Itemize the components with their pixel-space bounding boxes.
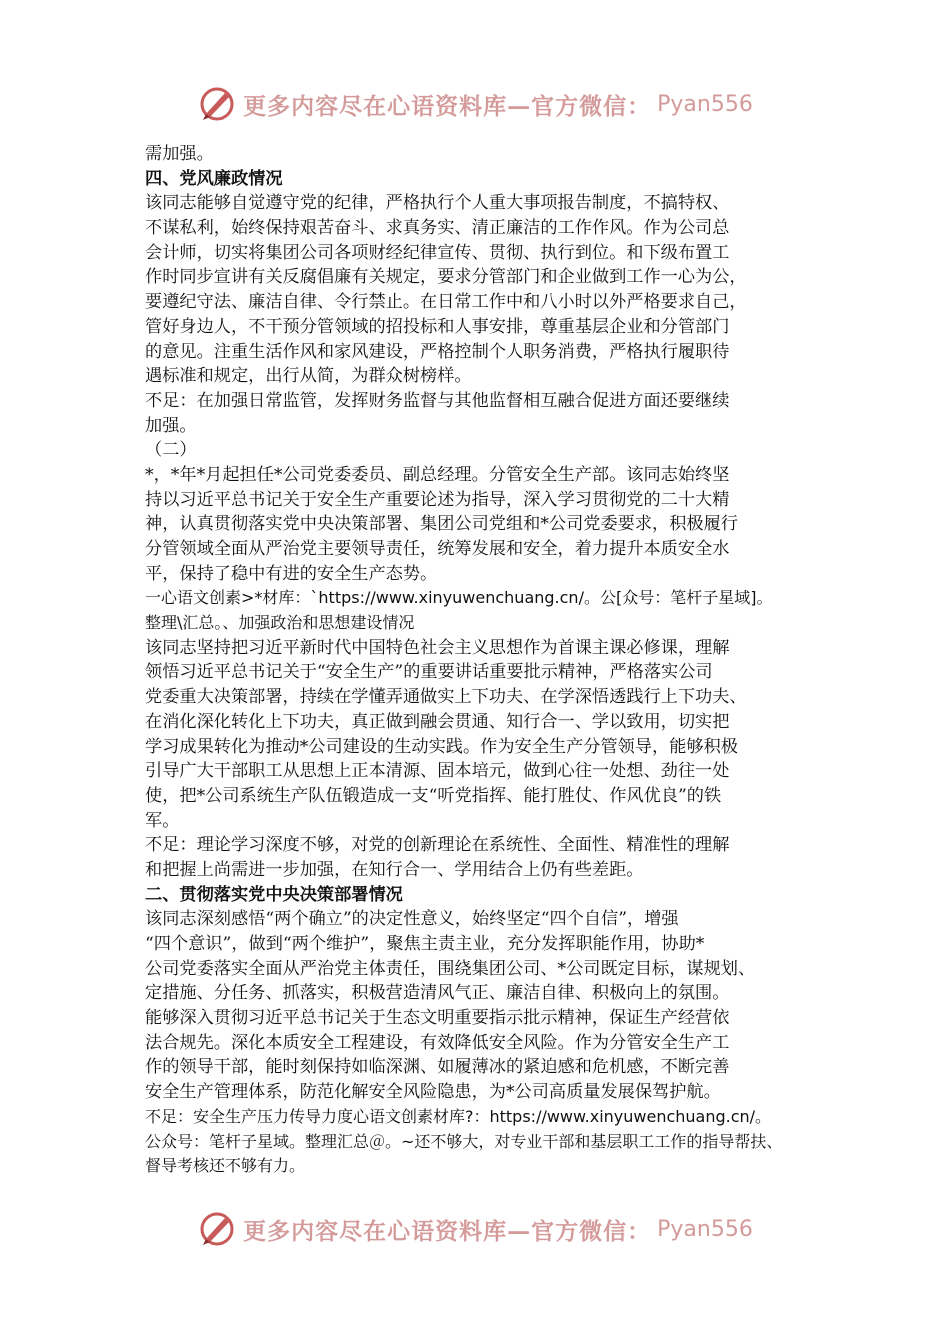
text-line: 学习成果转化为推动*公司建设的生动实践。作为安全生产分管领导，能够积极 <box>145 736 738 757</box>
text-line: 不足：安全生产压力传导力度心语文创素材库?：https://www.xinyuwenchuang.cn/。 <box>145 1106 772 1126</box>
text-line: 一心语文创素>*材库：`https://www.xinyuwenchuang.cn/。公[众号：笔杆子星域]。 <box>145 588 773 608</box>
text-line: 能够深入贯彻习近平总书记关于生态文明重要指示批示精神，保证生产经营依 <box>145 1008 730 1029</box>
text-line: 和把握上尚需进一步加强，在知行合一、学用结合上仍有些差距。 <box>145 859 644 880</box>
text-line: 会计师，切实将集团公司各项财经纪律宣传、贯彻、执行到位。和下级布置工 <box>145 242 730 263</box>
text-line: 督导考核还不够有力。 <box>145 1156 306 1176</box>
text-line: 持以习近平总书记关于安全生产重要论述为指导，深入学习贯彻党的二十大精 <box>145 489 730 510</box>
text-line: 不谋私利，始终保持艰苦奋斗、求真务实、清正廉洁的工作作风。作为公司总 <box>145 218 730 239</box>
watermark-text: 更多内容尽在心语资料库—官方微信： <box>243 92 652 120</box>
text-line: 平，保持了稳中有进的安全生产态势。 <box>145 563 438 584</box>
text-line: 需加强。 <box>145 144 214 164</box>
pen-logo-icon <box>197 84 237 124</box>
text-line: （二） <box>145 440 197 461</box>
text-line: 使，把*公司系统生产队伍锻造成一支“听党指挥、能打胜仗、作风优良”的铁 <box>145 785 722 806</box>
text-line: 该同志能够自觉遵守党的纪律，严格执行个人重大事项报告制度，不搞特权、 <box>145 193 730 214</box>
text-line: 引导广大干部职工从思想上正本清源、固本培元，做到心往一处想、劲往一处 <box>145 761 730 782</box>
text-line: 党委重大决策部署，持续在学懂弄通做实上下功夫、在学深悟透践行上下功夫、 <box>145 687 747 708</box>
section-heading: 二、贯彻落实党中央决策部署情况 <box>145 884 403 905</box>
text-line: 管好身边人，不干预分管领域的招投标和人事安排，尊重基层企业和分管部门 <box>145 316 730 337</box>
text-line: 在消化深化转化上下功夫，真正做到融会贯通、知行合一、学以致用，切实把 <box>145 711 730 732</box>
document-body <box>145 142 815 1179</box>
footer-watermark <box>0 1207 950 1251</box>
watermark-wechat-id: Pyan556 <box>657 91 753 117</box>
text-line: 不足：理论学习深度不够，对党的创新理论在系统性、全面性、精准性的理解 <box>145 835 730 856</box>
watermark-group <box>197 1209 753 1249</box>
watermark-group <box>197 84 753 124</box>
text-line: 分管领域全面从严治党主要领导责任，统筹发展和安全，着力提升本质安全水 <box>145 539 730 559</box>
text-line: 的意见。注重生活作风和家风建设，严格控制个人职务消费，严格执行履职待 <box>145 341 730 362</box>
text-line: 不足：在加强日常监管，发挥财务监督与其他监督相互融合促进方面还要继续 <box>145 390 730 411</box>
text-line: 作时同步宣讲有关反腐倡廉有关规定，要求分管部门和企业做到工作一心为公， <box>145 267 747 288</box>
watermark-text: 更多内容尽在心语资料库—官方微信： <box>243 1217 652 1245</box>
text-line: 该同志坚持把习近平新时代中国特色社会主义思想作为首课主课必修课，理解 <box>145 637 730 658</box>
text-line: 要遵纪守法、廉洁自律、令行禁止。在日常工作中和八小时以外严格要求自己， <box>145 292 747 313</box>
text-line: 定措施、分任务、抓落实，积极营造清风气正、廉洁自律、积极向上的氛围。 <box>145 983 730 1004</box>
section-heading: 四、党风廉政情况 <box>145 168 283 189</box>
text-line: 法合规先。深化本质安全工程建设，有效降低安全风险。作为分管安全生产工 <box>145 1032 730 1053</box>
text-line: 领悟习近平总书记关于“安全生产”的重要讲话重要批示精神，严格落实公司 <box>145 662 713 683</box>
header-watermark <box>0 82 950 126</box>
text-line: 安全生产管理体系，防范化解安全风险隐患，为*公司高质量发展保驾护航。 <box>145 1082 721 1103</box>
text-line: 遇标准和规定，出行从简，为群众树榜样。 <box>145 366 472 387</box>
watermark-wechat-id: Pyan556 <box>657 1216 753 1242</box>
text-line: 神，认真贯彻落实党中央决策部署、集团公司党组和*公司党委要求，积极履行 <box>145 514 738 535</box>
text-line: 整理\汇总。、加强政治和思想建设情况 <box>145 613 415 633</box>
text-line: *，*年*月起担任*公司党委委员、副总经理。分管安全生产部。该同志始终坚 <box>145 464 730 485</box>
text-line: 公司党委落实全面从严治党主体责任，围绕集团公司、*公司既定目标，谋规划、 <box>145 958 756 979</box>
text-line: 公众号：笔杆子星域。整理汇总＠。~还不够大，对专业干部和基层职工工作的指导帮扶、 <box>145 1131 783 1151</box>
text-line: 作的领导干部，能时刻保持如临深渊、如履薄冰的紧迫感和危机感，不断完善 <box>145 1057 730 1078</box>
text-line: 该同志深刻感悟“两个确立”的决定性意义，始终坚定“四个自信”，增强 <box>145 909 679 930</box>
pen-logo-icon <box>197 1209 237 1249</box>
text-line: 加强。 <box>145 415 197 436</box>
text-line: 军。 <box>145 810 180 831</box>
text-line: “四个意识”，做到“两个维护”，聚焦主责主业，充分发挥职能作用，协助* <box>145 934 705 954</box>
